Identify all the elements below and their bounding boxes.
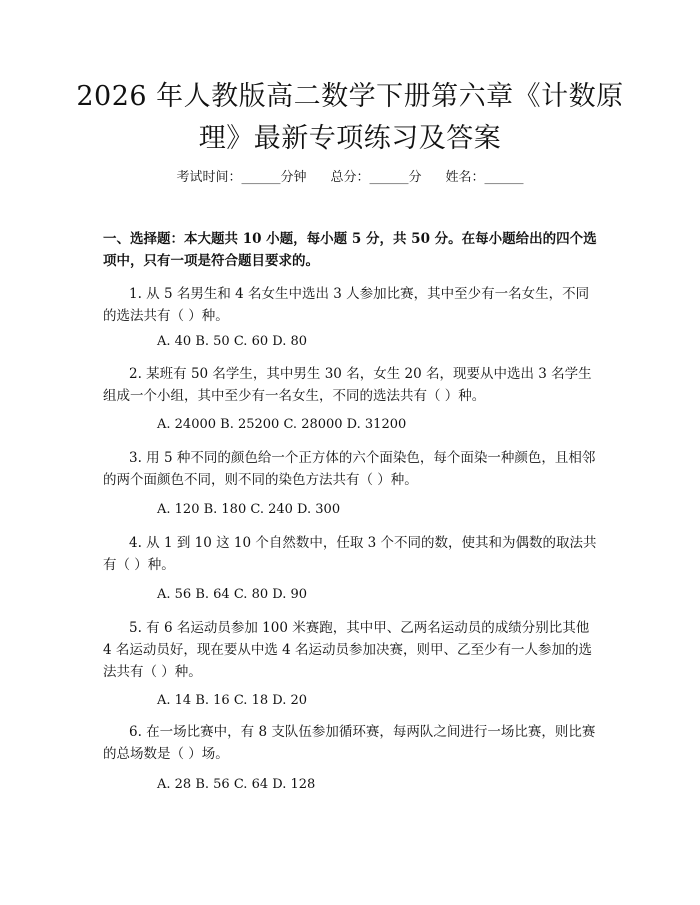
document-title: 2026 年人教版高二数学下册第六章《计数原理》最新专项练习及答案	[76, 81, 624, 154]
section-heading: 一、选择题：本大题共 10 小题，每小题 5 分，共 50 分。在每小题给出的四个选项中，只有一项是符合题目要求的。	[103, 231, 597, 269]
question-2-options: A. 24000 B. 25200 C. 28000 D. 31200	[157, 417, 407, 432]
exam-info	[0, 169, 700, 187]
question-3-options: A. 120 B. 180 C. 240 D. 300	[157, 502, 341, 517]
question-4-text: 4. 从 1 到 10 这 10 个自然数中，任取 3 个不同的数，使其和为偶数的取法共有（ ）种。	[103, 535, 597, 573]
question-1-text: 1. 从 5 名男生和 4 名女生中选出 3 人参加比赛，其中至少有一名女生，不同的选法共有（ ）种。	[103, 286, 590, 324]
exam-total-score: 总分：______分	[330, 170, 422, 185]
question-3-text: 3. 用 5 种不同的颜色给一个正方体的六个面染色，每个面染一种颜色，且相邻的两个面颜色不同，则不同的染色方法共有（ ）种。	[103, 450, 596, 488]
question-2-text: 2. 某班有 50 名学生，其中男生 30 名，女生 20 名，现要从中选出 3 名学生组成一个小组，其中至少有一名女生，不同的选法共有（ ）种。	[103, 366, 592, 404]
question-1-options: A. 40 B. 50 C. 60 D. 80	[157, 334, 308, 349]
question-5-options: A. 14 B. 16 C. 18 D. 20	[157, 693, 308, 708]
question-4-options: A. 56 B. 64 C. 80 D. 90	[157, 587, 308, 602]
question-5-text: 5. 有 6 名运动员参加 100 米赛跑，其中甲、乙两名运动员的成绩分别比其他 4 名运动员好，现在要从中选 4 名运动员参加决赛，则甲、乙至少有一人参加的选法共有（ ）种。	[103, 620, 593, 680]
exam-time: 考试时间：______分钟	[176, 170, 307, 185]
question-6-text: 6. 在一场比赛中，有 8 支队伍参加循环赛，每两队之间进行一场比赛，则比赛的总场数是（ ）场。	[103, 724, 596, 762]
student-name: 姓名：______	[445, 170, 524, 185]
question-6-options: A. 28 B. 56 C. 64 D. 128	[157, 777, 316, 792]
